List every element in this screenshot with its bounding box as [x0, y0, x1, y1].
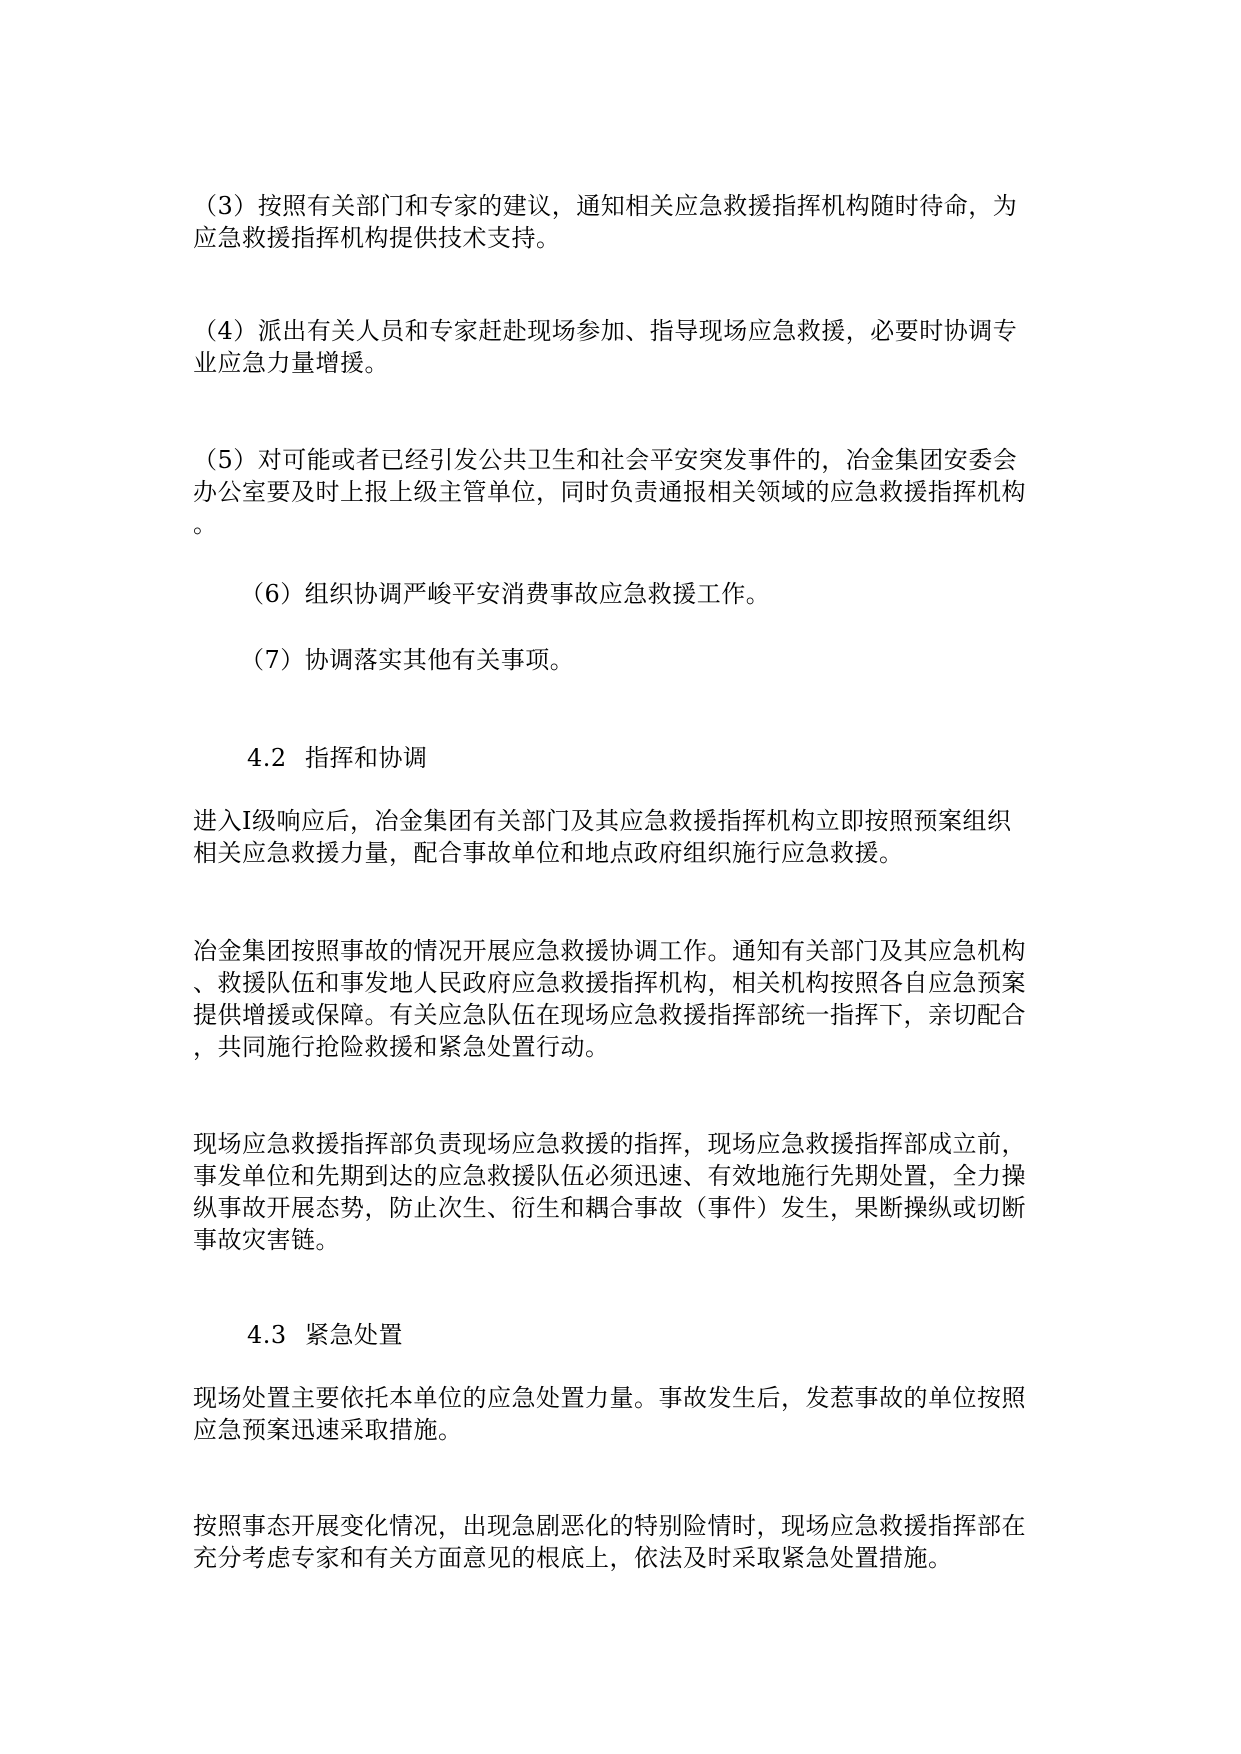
paragraph-item-3: （3）按照有关部门和专家的建议，通知相关应急救援指挥机构随时待命，为 应急救援指挥机构提供技术支持。: [193, 192, 1018, 252]
section-number: 4.3: [247, 1321, 287, 1349]
section-4-3-paragraph-1: 现场处置主要依托本单位的应急处置力量。事故发生后，发惹事故的单位按照 应急预案迅速采取措施。: [193, 1384, 1026, 1444]
section-4-2-paragraph-3: 现场应急救援指挥部负责现场应急救援的指挥，现场应急救援指挥部成立前， 事发单位和先期到达的应急救援队伍必须迅速、有效地施行先期处置，全力操 纵事故开展态势，防止次生、衍生和耦合事故（事件）发生，果断操纵或切断 事故灾害链。: [193, 1130, 1026, 1254]
paragraph-item-6: （6）组织协调严峻平安消费事故应急救援工作。: [240, 580, 771, 608]
section-heading-4-2: [247, 710, 1107, 774]
section-number: 4.2: [247, 744, 287, 772]
section-4-3-paragraph-2: 按照事态开展变化情况，出现急剧恶化的特别险情时，现场应急救援指挥部在 充分考虑专家和有关方面意见的根底上，依法及时采取紧急处置措施。: [193, 1512, 1026, 1572]
paragraph-item-5: （5）对可能或者已经引发公共卫生和社会平安突发事件的，冶金集团安委会 办公室要及时上报上级主管单位，同时负责通报相关领域的应急救援指挥机构 。: [193, 446, 1026, 538]
section-4-2-paragraph-2: 冶金集团按照事故的情况开展应急救援协调工作。通知有关部门及其应急机构 、救援队伍和事发地人民政府应急救援指挥机构，相关机构按照各自应急预案 提供增援或保障。有关应急队伍在现场应急救援指挥部统一指挥下，亲切配合 ，共同施行抢险救援和紧急处置行动。: [193, 937, 1026, 1061]
section-title: 指挥和协调: [305, 744, 428, 772]
section-title: 紧急处置: [305, 1321, 403, 1349]
paragraph-item-4: （4）派出有关人员和专家赶赴现场参加、指导现场应急救援，必要时协调专 业应急力量增援。: [193, 317, 1018, 377]
section-heading-4-3: [247, 1287, 1107, 1351]
section-4-2-paragraph-1: 进入Ⅰ级响应后，冶金集团有关部门及其应急救援指挥机构立即按照预案组织 相关应急救援力量，配合事故单位和地点政府组织施行应急救援。: [193, 807, 1012, 867]
paragraph-item-7: （7）协调落实其他有关事项。: [240, 646, 575, 674]
